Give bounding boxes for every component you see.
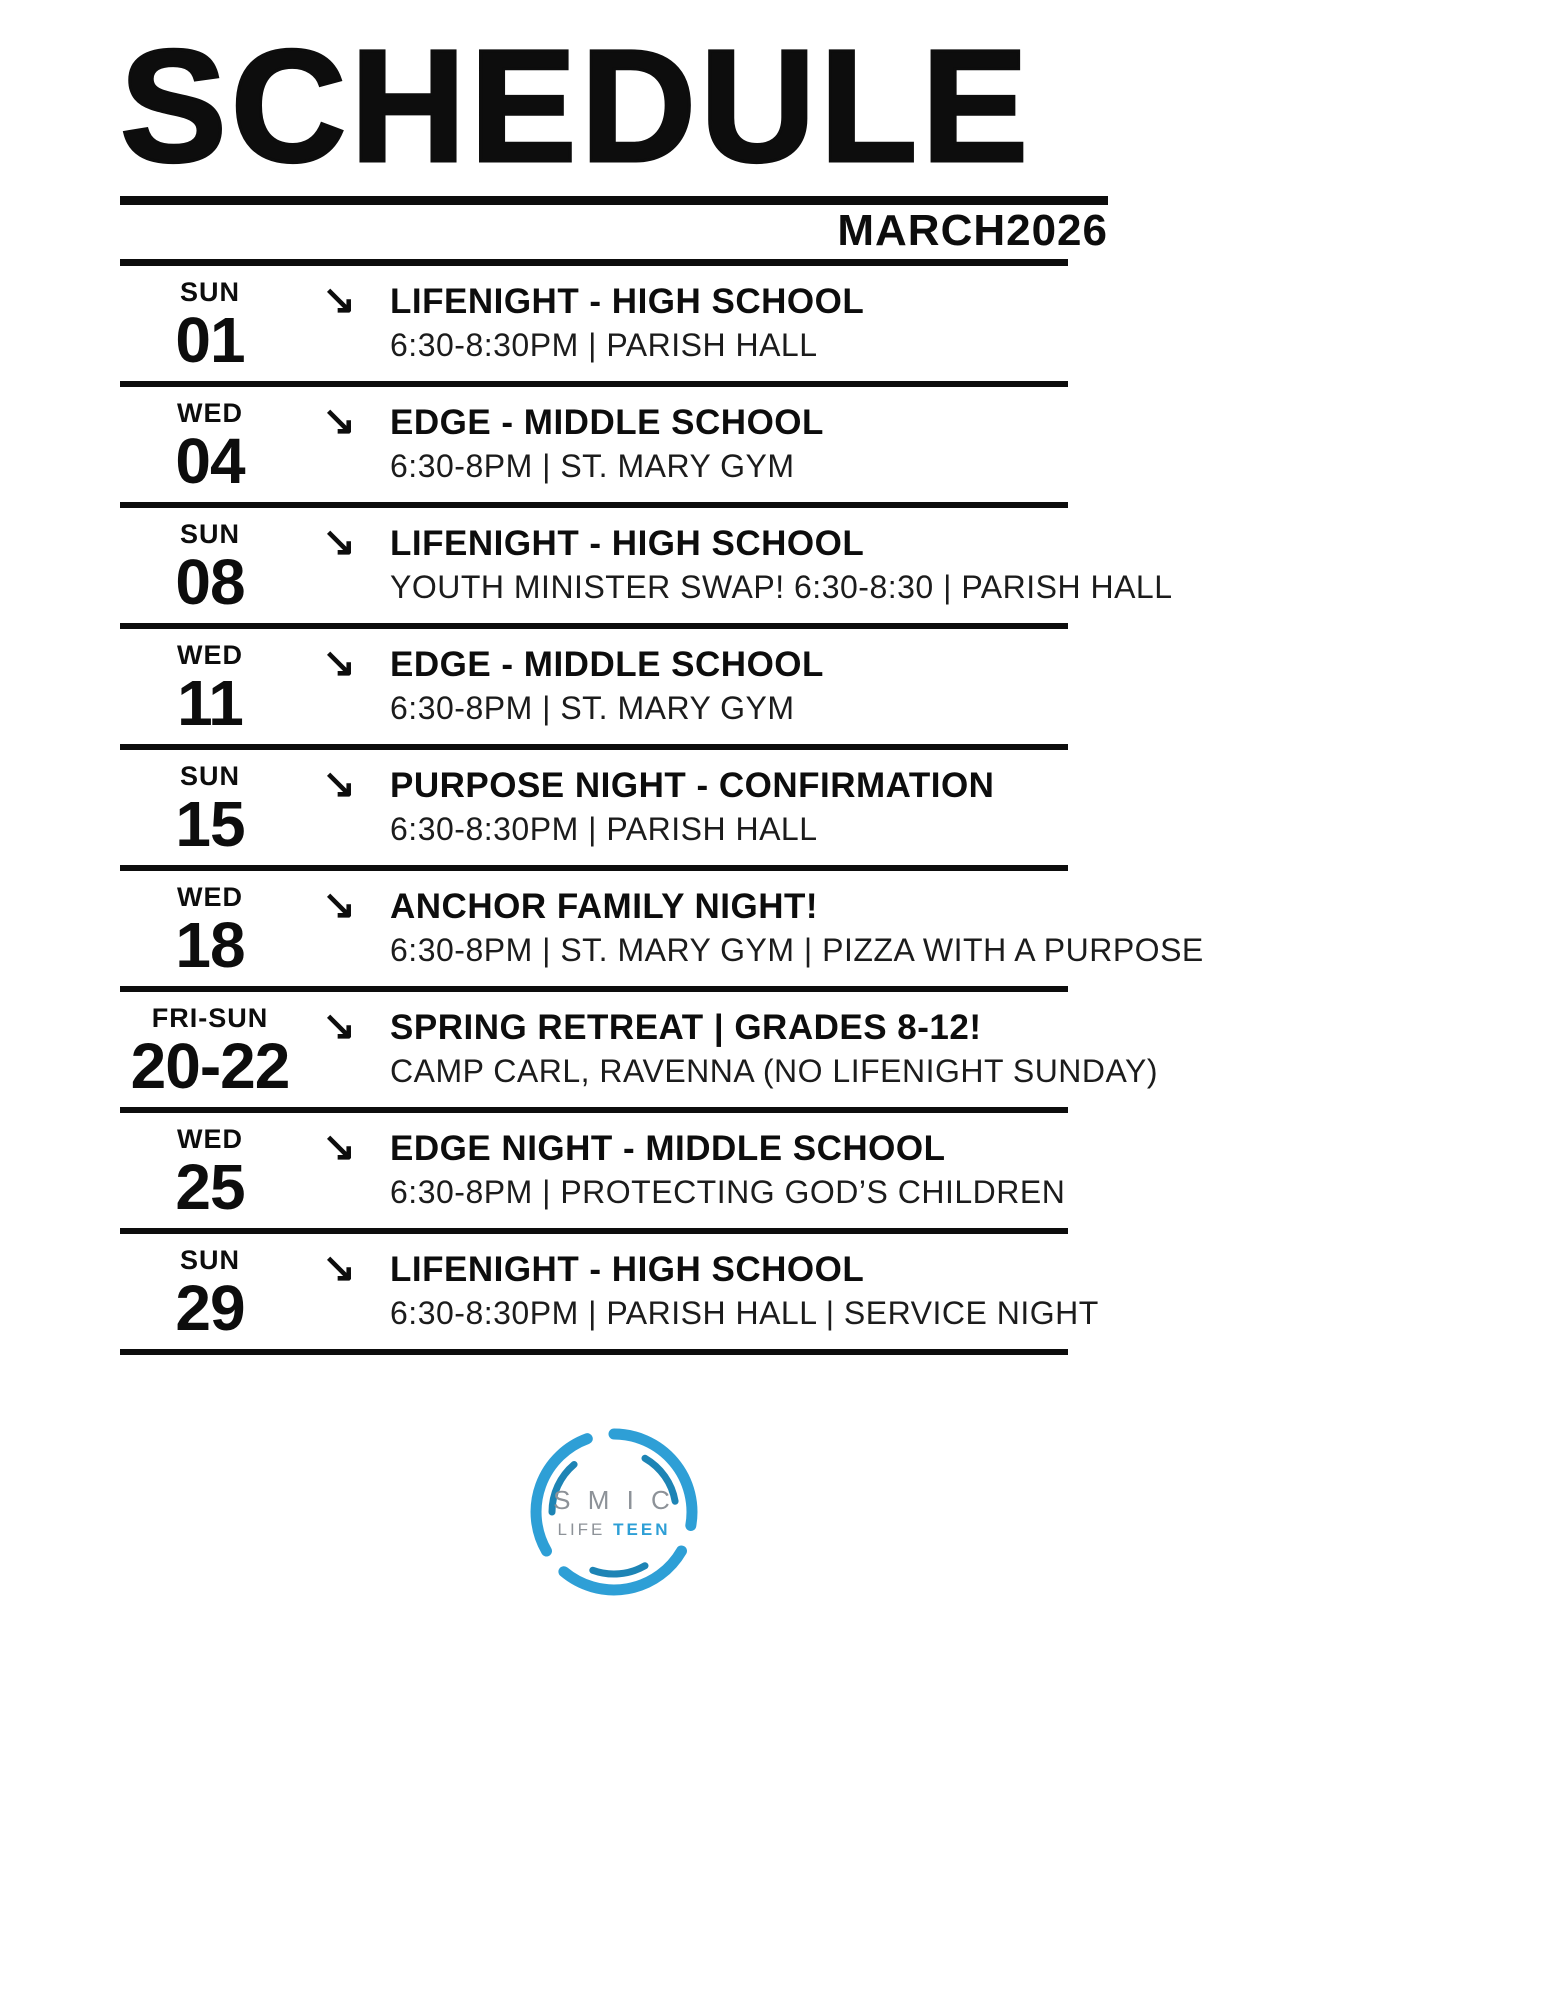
date-number: 04 — [175, 424, 245, 497]
event-info — [378, 1125, 1068, 1211]
event-details: 6:30-8:30PM | PARISH HALL — [390, 811, 818, 848]
schedule-row — [120, 992, 1158, 1113]
date-column — [120, 1003, 300, 1102]
event-title: LIFENIGHT - HIGH SCHOOL — [390, 282, 865, 322]
schedule-row — [120, 750, 1068, 871]
day-label: SUN — [179, 277, 240, 308]
day-label: FRI-SUN — [151, 1003, 269, 1034]
date-number: 25 — [175, 1150, 245, 1223]
day-label: SUN — [179, 1245, 240, 1276]
event-details: 6:30-8PM | PROTECTING GOD’S CHILDREN — [390, 1174, 1066, 1211]
schedule-row — [120, 266, 1068, 387]
date-column — [120, 1245, 300, 1344]
schedule-row — [120, 1234, 1099, 1355]
arrow-icon: ↘ — [322, 762, 356, 807]
schedule-row — [120, 871, 1204, 992]
schedule-row — [120, 629, 1068, 750]
event-details: 6:30-8:30PM | PARISH HALL — [390, 327, 818, 364]
date-column — [120, 761, 300, 860]
day-label: WED — [177, 398, 243, 429]
event-title: EDGE - MIDDLE SCHOOL — [390, 645, 824, 685]
event-details: 6:30-8:30PM | PARISH HALL | SERVICE NIGHT — [390, 1295, 1099, 1332]
arrow-icon: ↘ — [322, 520, 356, 565]
event-title: EDGE - MIDDLE SCHOOL — [390, 403, 824, 443]
arrow-icon: ↘ — [322, 278, 356, 323]
event-details: CAMP CARL, RAVENNA (NO LIFENIGHT SUNDAY) — [390, 1053, 1158, 1090]
event-title: LIFENIGHT - HIGH SCHOOL — [390, 524, 865, 564]
date-number: 18 — [175, 908, 245, 981]
event-title: LIFENIGHT - HIGH SCHOOL — [390, 1250, 865, 1290]
event-details: 6:30-8PM | ST. MARY GYM | PIZZA WITH A PURPOSE — [390, 932, 1204, 969]
event-details: YOUTH MINISTER SWAP! 6:30-8:30 | PARISH HALL — [390, 569, 1173, 606]
date-number: 29 — [175, 1271, 245, 1344]
date-column — [120, 882, 300, 981]
event-info — [378, 641, 1068, 727]
date-number: 15 — [175, 787, 245, 860]
event-info — [378, 1004, 1158, 1090]
date-number: 01 — [175, 303, 245, 376]
date-column — [120, 277, 300, 376]
day-label: WED — [177, 882, 243, 913]
event-title: SPRING RETREAT | GRADES 8-12! — [390, 1008, 982, 1048]
arrow-icon: ↘ — [322, 399, 356, 444]
arrow-icon: ↘ — [322, 1125, 356, 1170]
event-details: 6:30-8PM | ST. MARY GYM — [390, 448, 795, 485]
schedule-row — [120, 508, 1173, 629]
day-label: SUN — [179, 519, 240, 550]
logo-teen-label: TEEN — [613, 1519, 671, 1539]
date-number: 11 — [177, 666, 243, 739]
event-details: 6:30-8PM | ST. MARY GYM — [390, 690, 795, 727]
header — [120, 16, 1108, 255]
event-title: EDGE NIGHT - MIDDLE SCHOOL — [390, 1129, 946, 1169]
event-info — [378, 762, 1068, 848]
schedule-row — [120, 387, 1068, 508]
event-info — [378, 520, 1173, 606]
logo-lifeteen-label — [558, 1520, 671, 1540]
day-label: WED — [177, 640, 243, 671]
event-info — [378, 883, 1204, 969]
month-label: MARCH2026 — [837, 206, 1108, 255]
date-column — [120, 640, 300, 739]
logo — [514, 1407, 714, 1617]
arrow-icon: ↘ — [322, 1004, 356, 1049]
arrow-icon: ↘ — [322, 883, 356, 928]
schedule-row — [120, 1113, 1068, 1234]
date-column — [120, 519, 300, 618]
event-info — [378, 1246, 1099, 1332]
event-title: PURPOSE NIGHT - CONFIRMATION — [390, 766, 995, 806]
day-label: SUN — [179, 761, 240, 792]
date-number: 20-22 — [130, 1029, 290, 1102]
title-divider — [120, 196, 1108, 205]
schedule-list — [120, 259, 1204, 1355]
event-info — [378, 278, 1068, 364]
date-column — [120, 1124, 300, 1223]
logo-life-label: LIFE — [557, 1519, 606, 1539]
logo-text — [514, 1407, 714, 1617]
date-column — [120, 398, 300, 497]
arrow-icon: ↘ — [322, 1246, 356, 1291]
event-title: ANCHOR FAMILY NIGHT! — [390, 887, 819, 927]
date-number: 08 — [175, 545, 245, 618]
arrow-icon: ↘ — [322, 641, 356, 686]
event-info — [378, 399, 1068, 485]
day-label: WED — [177, 1124, 243, 1155]
logo-smic-label: S M I C — [553, 1484, 675, 1515]
page-title: SCHEDULE — [120, 16, 1033, 195]
content-column — [120, 16, 1204, 1617]
